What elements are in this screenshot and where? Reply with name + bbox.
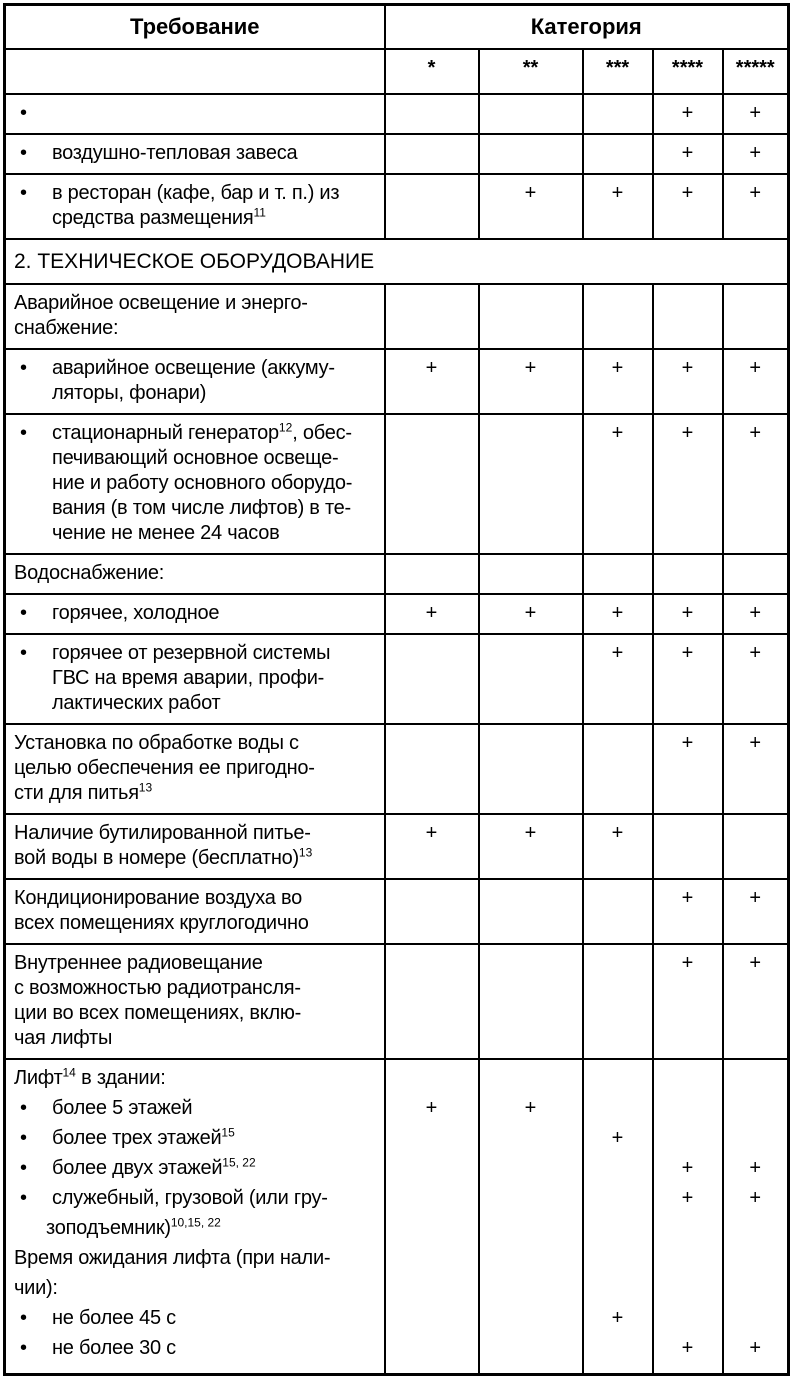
star-header-row xyxy=(5,49,789,94)
mark-slot: + xyxy=(749,1337,762,1359)
requirement-text: горячее от резервной системы ГВС на время аварии, профи- лактических работ xyxy=(52,642,331,714)
mark-cell xyxy=(385,879,479,944)
requirement-text: Время ожидания лифта (при нали- xyxy=(14,1247,331,1269)
requirement-line xyxy=(14,141,380,166)
requirement-text: более трех этажей$^{15}$ xyxy=(52,1125,235,1149)
table-row xyxy=(5,814,789,879)
requirement-cell xyxy=(5,594,385,634)
mark-cell xyxy=(583,284,653,349)
mark-cell: + xyxy=(723,879,789,944)
mark-cell: + xyxy=(479,174,583,239)
mark-slot xyxy=(724,1126,788,1156)
requirement-text: Наличие бутилированной питье- вой воды в номере (бесплатно)$^{13}$ xyxy=(14,822,313,869)
mark-slot xyxy=(386,1306,478,1336)
mark-slot xyxy=(584,1096,652,1126)
requirement-text: не более 45 с xyxy=(52,1307,176,1329)
mark-slot xyxy=(654,1276,722,1306)
mark-cell: + xyxy=(583,414,653,554)
mark-cell xyxy=(385,554,479,594)
mark-slot xyxy=(584,1246,652,1276)
requirement-text: Кондиционирование воздуха во всех помещениях круглогодично xyxy=(14,887,309,934)
mark-cell xyxy=(723,814,789,879)
mark-cell xyxy=(479,284,583,349)
requirement-line xyxy=(14,561,380,586)
requirement-cell xyxy=(5,879,385,944)
table-row xyxy=(5,94,789,134)
requirement-line xyxy=(14,421,380,546)
table-row xyxy=(5,594,789,634)
requirement-text: Внутреннее радиовещание с возможностью радиотрансля- ции во всех помещениях, вклю- чая лифты xyxy=(14,952,302,1049)
mark-cell xyxy=(583,134,653,174)
mark-cell xyxy=(385,944,479,1059)
mark-cell xyxy=(385,94,479,134)
mark-cell xyxy=(385,174,479,239)
requirement-cell xyxy=(5,944,385,1059)
mark-cell: + xyxy=(653,634,723,724)
mark-slot xyxy=(386,1216,478,1246)
requirement-cell xyxy=(5,724,385,814)
requirement-text: Лифт$^{14}$ в здании: xyxy=(14,1065,166,1089)
mark-cell xyxy=(385,724,479,814)
table-row xyxy=(5,284,789,349)
mark-slot: + xyxy=(749,1187,762,1209)
mark-cell: + xyxy=(479,349,583,414)
requirement-cell xyxy=(5,634,385,724)
requirement-line xyxy=(14,886,380,936)
mark-slot xyxy=(480,1336,582,1366)
requirement-line xyxy=(14,291,380,341)
mark-cell xyxy=(385,414,479,554)
bullet-icon: • xyxy=(20,1307,28,1329)
requirement-line xyxy=(14,181,380,231)
bullet-icon: • xyxy=(20,1127,28,1149)
mark-slot xyxy=(584,1216,652,1246)
mark-cell: + xyxy=(479,814,583,879)
mark-cell: + xyxy=(385,814,479,879)
table-head xyxy=(5,5,789,95)
mark-cell xyxy=(583,554,653,594)
requirement-text: зоподъемник)$^{10,15, 22}$ xyxy=(46,1215,221,1239)
requirement-text: не более 30 с xyxy=(52,1337,176,1359)
mark-cell xyxy=(653,284,723,349)
requirement-text: Установка по обработке воды с целью обеспечения ее пригодно- сти для питья$^{13}$ xyxy=(14,732,315,804)
mark-slot xyxy=(480,1276,582,1306)
mark-cell xyxy=(583,94,653,134)
bullet-icon: • xyxy=(20,422,28,444)
mark-cell xyxy=(385,1059,479,1375)
mark-cell xyxy=(385,284,479,349)
mark-cell: + xyxy=(653,944,723,1059)
mark-cell xyxy=(479,634,583,724)
requirement-text: более двух этажей$^{15, 22}$ xyxy=(52,1155,256,1179)
mark-cell xyxy=(583,1059,653,1375)
section-title: 2. ТЕХНИЧЕСКОЕ ОБОРУДОВАНИЕ xyxy=(5,239,789,284)
table-row xyxy=(5,634,789,724)
requirement-line xyxy=(14,1186,380,1216)
table-row xyxy=(5,349,789,414)
mark-slot xyxy=(480,1186,582,1216)
mark-slot xyxy=(386,1246,478,1276)
requirement-cell xyxy=(5,1059,385,1375)
mark-cell xyxy=(653,554,723,594)
mark-slot xyxy=(724,1276,788,1306)
mark-cell xyxy=(653,1059,723,1375)
requirement-line xyxy=(14,821,380,871)
requirement-cell xyxy=(5,94,385,134)
mark-cell xyxy=(723,284,789,349)
table-row xyxy=(5,134,789,174)
mark-slot xyxy=(584,1186,652,1216)
requirement-text: Аварийное освещение и энерго- снабжение: xyxy=(14,292,308,339)
bullet-icon: • xyxy=(20,1097,28,1119)
table-row xyxy=(5,724,789,814)
mark-slot xyxy=(386,1276,478,1306)
mark-slot xyxy=(724,1066,788,1096)
mark-slot xyxy=(480,1306,582,1336)
mark-cell xyxy=(479,554,583,594)
mark-slot xyxy=(724,1096,788,1126)
bullet-icon: • xyxy=(20,1337,28,1359)
bullet-icon: • xyxy=(20,357,28,379)
mark-slot: + xyxy=(611,1127,624,1149)
mark-slot xyxy=(654,1066,722,1096)
mark-cell: + xyxy=(583,349,653,414)
mark-slot xyxy=(386,1126,478,1156)
mark-cell xyxy=(385,134,479,174)
mark-cell: + xyxy=(653,879,723,944)
mark-cell: + xyxy=(723,94,789,134)
mark-slot: + xyxy=(611,1307,624,1329)
bullet-icon: • xyxy=(20,102,28,124)
mark-slot: + xyxy=(681,1337,694,1359)
mark-slot xyxy=(480,1156,582,1186)
mark-slot: + xyxy=(681,1187,694,1209)
star-header-5: ***** xyxy=(723,49,789,94)
mark-slot xyxy=(654,1246,722,1276)
mark-cell xyxy=(653,814,723,879)
mark-cell: + xyxy=(583,814,653,879)
mark-slot xyxy=(480,1246,582,1276)
mark-cell xyxy=(479,414,583,554)
mark-cell: + xyxy=(653,349,723,414)
requirement-text: аварийное освещение (аккуму- ляторы, фонари) xyxy=(52,357,335,404)
mark-slot xyxy=(724,1216,788,1246)
mark-cell: + xyxy=(653,134,723,174)
star-header-empty xyxy=(5,49,385,94)
mark-cell: + xyxy=(653,414,723,554)
mark-slot xyxy=(386,1156,478,1186)
requirement-line xyxy=(14,1096,380,1126)
mark-slot xyxy=(386,1066,478,1096)
bullet-icon: • xyxy=(20,1187,28,1209)
requirement-line xyxy=(14,1276,380,1306)
mark-cell xyxy=(583,944,653,1059)
mark-cell: + xyxy=(479,594,583,634)
table-row xyxy=(5,414,789,554)
mark-cell xyxy=(479,134,583,174)
mark-slot xyxy=(584,1156,652,1186)
mark-slot xyxy=(654,1216,722,1246)
mark-cell: + xyxy=(723,349,789,414)
mark-cell xyxy=(479,724,583,814)
mark-slot xyxy=(654,1126,722,1156)
mark-slot xyxy=(584,1276,652,1306)
requirement-line xyxy=(14,1216,380,1246)
mark-cell xyxy=(479,944,583,1059)
header-row xyxy=(5,5,789,50)
mark-slot: + xyxy=(425,1097,438,1119)
mark-cell xyxy=(723,1059,789,1375)
bullet-icon: • xyxy=(20,602,28,624)
table-row xyxy=(5,879,789,944)
mark-cell: + xyxy=(723,944,789,1059)
mark-cell xyxy=(479,94,583,134)
mark-cell xyxy=(723,554,789,594)
mark-cell: + xyxy=(653,174,723,239)
bullet-icon: • xyxy=(20,1157,28,1179)
mark-cell: + xyxy=(723,724,789,814)
col-header-requirement: Требование xyxy=(5,5,385,50)
mark-cell: + xyxy=(723,634,789,724)
requirement-line xyxy=(14,951,380,1051)
requirement-line xyxy=(14,731,380,806)
table-body xyxy=(5,94,789,1375)
mark-cell: + xyxy=(653,594,723,634)
mark-slot xyxy=(480,1216,582,1246)
mark-slot xyxy=(724,1246,788,1276)
requirement-line xyxy=(14,1066,380,1096)
table-row xyxy=(5,944,789,1059)
mark-slot: + xyxy=(524,1097,537,1119)
mark-cell: + xyxy=(583,634,653,724)
star-header-2: ** xyxy=(479,49,583,94)
mark-slot xyxy=(654,1096,722,1126)
requirement-text: стационарный генератор$^{12}$, обес- печивающий основное освеще- ние и работу основного оборудо- вания (в том числе лифтов) в те- чение не менее 24 часов xyxy=(52,420,353,544)
requirement-line xyxy=(14,1126,380,1156)
star-header-3: *** xyxy=(583,49,653,94)
mark-slot xyxy=(584,1066,652,1096)
mark-slot xyxy=(654,1306,722,1336)
star-header-1: * xyxy=(385,49,479,94)
requirement-line xyxy=(14,1246,380,1276)
requirement-line xyxy=(14,641,380,716)
mark-slot xyxy=(386,1336,478,1366)
requirement-text: воздушно-тепловая завеса xyxy=(52,142,298,164)
mark-cell: + xyxy=(723,414,789,554)
mark-cell: + xyxy=(723,174,789,239)
mark-cell xyxy=(583,879,653,944)
mark-slot xyxy=(584,1336,652,1366)
requirement-line xyxy=(14,601,380,626)
mark-cell: + xyxy=(385,349,479,414)
requirement-text: чии): xyxy=(14,1277,58,1299)
requirement-cell xyxy=(5,554,385,594)
requirement-text: горячее, холодное xyxy=(52,602,220,624)
requirement-cell xyxy=(5,174,385,239)
requirement-cell xyxy=(5,284,385,349)
requirement-cell xyxy=(5,814,385,879)
requirement-cell xyxy=(5,134,385,174)
mark-cell: + xyxy=(723,594,789,634)
section-row xyxy=(5,239,789,284)
mark-slot xyxy=(724,1306,788,1336)
mark-cell xyxy=(583,724,653,814)
mark-slot: + xyxy=(749,1157,762,1179)
requirement-line xyxy=(14,1306,380,1336)
mark-slot: + xyxy=(681,1157,694,1179)
mark-cell: + xyxy=(385,594,479,634)
bullet-icon: • xyxy=(20,182,28,204)
table-row xyxy=(5,1059,789,1375)
requirement-line xyxy=(14,1156,380,1186)
requirement-text: в ресторан (кафе, бар и т. п.) из средства размещения$^{11}$ xyxy=(52,182,340,229)
requirement-cell xyxy=(5,349,385,414)
bullet-icon: • xyxy=(20,642,28,664)
table-row xyxy=(5,174,789,239)
mark-cell: + xyxy=(583,174,653,239)
requirement-line xyxy=(14,1336,380,1366)
requirement-text: Водоснабжение: xyxy=(14,562,165,584)
mark-cell xyxy=(479,879,583,944)
requirement-cell xyxy=(5,414,385,554)
mark-cell xyxy=(479,1059,583,1375)
mark-slot xyxy=(386,1186,478,1216)
mark-cell xyxy=(385,634,479,724)
star-header-4: **** xyxy=(653,49,723,94)
mark-slot xyxy=(480,1066,582,1096)
mark-cell: + xyxy=(653,724,723,814)
mark-cell: + xyxy=(653,94,723,134)
bullet-icon: • xyxy=(20,142,28,164)
col-header-category: Категория xyxy=(385,5,789,50)
mark-cell: + xyxy=(723,134,789,174)
table-row xyxy=(5,554,789,594)
mark-cell: + xyxy=(583,594,653,634)
requirements-table xyxy=(3,3,790,1376)
requirement-line xyxy=(14,356,380,406)
requirement-text: более 5 этажей xyxy=(52,1097,193,1119)
requirement-text: служебный, грузовой (или гру- xyxy=(52,1187,328,1209)
requirement-line xyxy=(14,101,380,126)
mark-slot xyxy=(480,1126,582,1156)
